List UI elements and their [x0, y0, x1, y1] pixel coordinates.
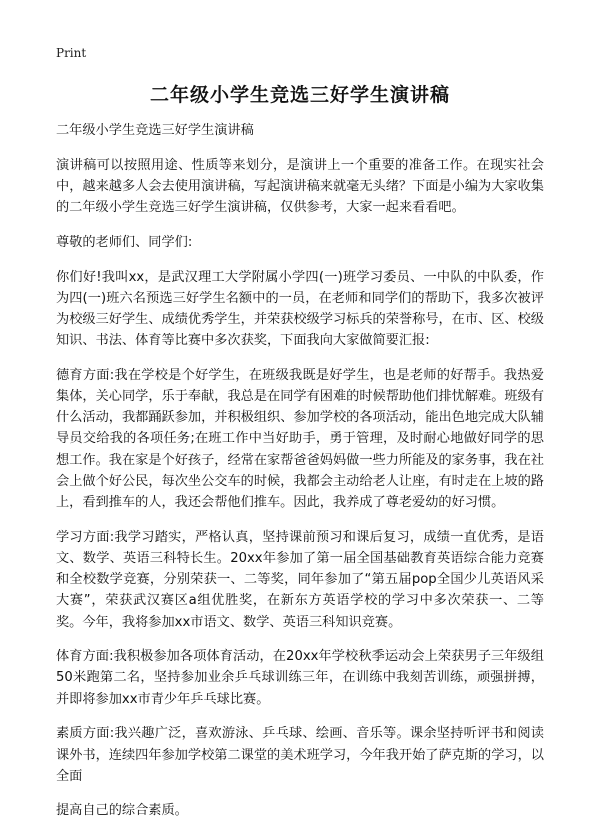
- sports-paragraph: 体育方面:我积极参加各项体育活动，在20xx年学校秋季运动会上荣获男子三年级组50米跑第二名，坚持参加业余乒乓球训练三年，在训练中我刻苦训练，顽强拼搏，并即将参加xx市青少年乒乓球比赛。: [56, 649, 544, 707]
- quality-paragraph: 素质方面:我兴趣广泛，喜欢游泳、乒乓球、绘画、音乐等。课余坚持听评书和阅读课外书，连续四年参加学校第二课堂的美术班学习，今年我开始了萨克斯的学习，以全面: [56, 726, 544, 784]
- intro-paragraph: 演讲稿可以按照用途、性质等来划分，是演讲上一个重要的准备工作。在现实社会中，越来越多人会去使用演讲稿，写起演讲稿来就毫无头绪？下面是小编为大家收集的二年级小学生竞选三好学生演讲稿，仅供参考，大家一起来看看吧。: [56, 157, 544, 216]
- closing-paragraph: 提高自己的综合素质。: [56, 803, 188, 819]
- document-body: [56, 120, 544, 835]
- moral-education-paragraph: 德育方面:我在学校是个好学生，在班级我既是好学生，也是老师的好帮手。我热爱集体，关心同学，乐于奉献，我总是在同学有困难的时候帮助他们排忧解难。班级有什么活动，我都踊跃参加，并积极组织、参加学校的各项活动，能出色地完成大队辅导员交给我的各项任务;在班工作中当好助手，勇于管理，及时耐心地做好同学的思想工作。我在家是个好孩子，经常在家帮爸爸妈妈做一些力所能及的家务事，我在社会上做个好公民，每次坐公交车的时候，我都会主动给老人让座，有时走在上坡的路上，看到推车的人，我还会帮他们推车。因此，我养成了尊老爱幼的好习惯。: [56, 367, 544, 511]
- greeting-paragraph: 尊敬的老师们、同学们:: [56, 234, 193, 250]
- self-introduction-paragraph: 你们好!我叫xx，是武汉理工大学附属小学四(一)班学习委员、一中队的中队委，作为四(一)班六名预选三好学生名额中的一员，在老师和同学们的帮助下，我多次被评为校级三好学生、成绩优秀学生，并荣获校级学习标兵的荣誉称号，在市、区、校级知识、书法、体育等比赛中多次获奖，下面我向大家做简要汇报:: [56, 269, 544, 349]
- study-paragraph: 学习方面:我学习踏实，严格认真，坚持课前预习和课后复习，成绩一直优秀，是语文、数学、英语三科特长生。20xx年参加了第一届全国基础教育英语综合能力竞赛和全校数学竞赛，分别荣获一、二等奖，同年参加了“第五届pop全国少儿英语风采大赛”，荣获武汉赛区a组优胜奖，在新东方英语学校的学习中多次荣获一、二等奖。今年，我将参加xx市语文、数学、英语三科知识竞赛。: [56, 529, 544, 630]
- document-title: 二年级小学生竞选三好学生演讲稿: [149, 84, 450, 106]
- subtitle-paragraph: 二年级小学生竞选三好学生演讲稿: [56, 123, 254, 138]
- print-link[interactable]: Print: [56, 46, 87, 60]
